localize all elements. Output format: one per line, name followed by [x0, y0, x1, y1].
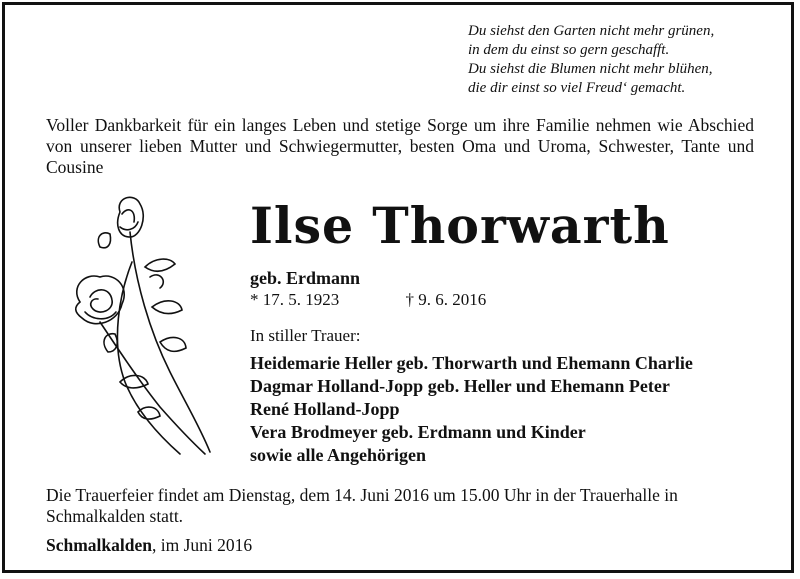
mourner-line: Dagmar Holland-Jopp geb. Heller und Ehemann Peter: [250, 376, 670, 396]
mourning-label: In stiller Trauer:: [250, 326, 361, 345]
intro-text: Voller Dankbarkeit für ein langes Leben und stetige Sorge um ihre Familie nehmen wie Abschied von unserer lieben Mutter und Schwiegermutter, besten Oma und Uroma, Schwester, Tante und Cousine: [46, 115, 754, 177]
deceased-name: Ilse Thorwarth: [250, 196, 670, 255]
poem-line: Du siehst den Garten nicht mehr grünen,: [468, 23, 715, 39]
closing-line: [46, 535, 252, 556]
funeral-notice: Die Trauerfeier findet am Dienstag, dem 14. Juni 2016 um 15.00 Uhr in der Trauerhalle in Schmalkalden statt.: [46, 485, 678, 526]
life-dates: [250, 290, 486, 310]
birth-name: geb. Erdmann: [250, 268, 361, 288]
closing-date: , im Juni 2016: [152, 535, 253, 555]
mourner-line: Heidemarie Heller geb. Thorwarth und Ehemann Charlie: [250, 353, 693, 373]
mourner-line: René Holland-Jopp: [250, 399, 400, 419]
poem-line: Du siehst die Blumen nicht mehr blühen,: [468, 61, 713, 77]
mourner-line: Vera Brodmeyer geb. Erdmann und Kinder: [250, 422, 586, 442]
poem: [468, 22, 714, 98]
poem-line: in dem du einst so gern geschafft.: [468, 42, 670, 58]
mourner-line: sowie alle Angehörigen: [250, 445, 426, 465]
poem-line: die dir einst so viel Freud‘ gemacht.: [468, 80, 686, 96]
birth-date: * 17. 5. 1923: [250, 290, 340, 309]
rose-drawing-icon: [60, 192, 230, 462]
mourners-list: [250, 352, 693, 467]
death-date: † 9. 6. 2016: [405, 290, 487, 309]
closing-place: Schmalkalden: [46, 535, 152, 555]
